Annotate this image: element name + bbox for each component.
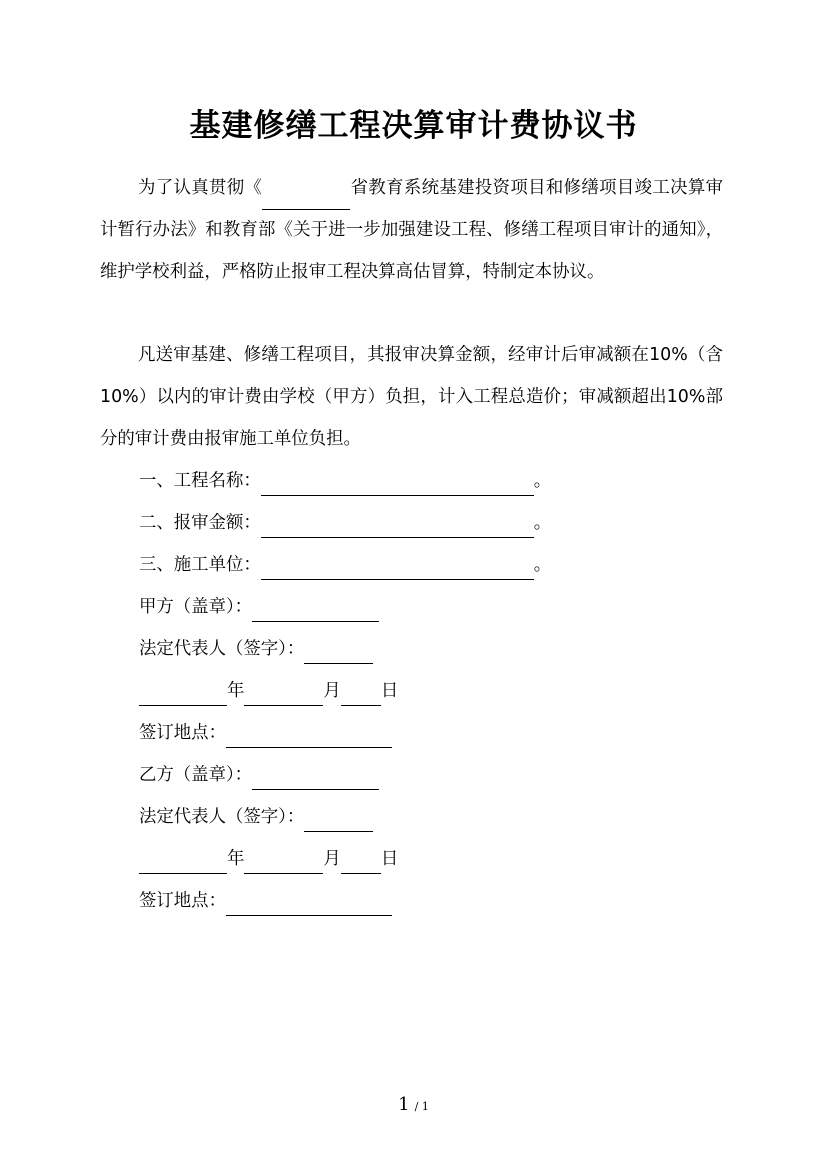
province-blank bbox=[262, 189, 350, 210]
party-a-day-blank bbox=[341, 683, 381, 706]
party-b-year-blank bbox=[139, 851, 227, 874]
field-end-mark: 。 bbox=[533, 555, 552, 575]
page-number bbox=[0, 1094, 827, 1115]
paragraph-1-prefix: 为了认真贯彻《 bbox=[138, 178, 263, 198]
field-construction-unit bbox=[139, 550, 551, 580]
paragraph-2: 凡送审基建、修缮工程项目，其报审决算金额，经审计后审减额在10%（含10%）以内的审计费由学校（甲方）负担，计入工程总造价；审减额超出10%部分的审计费由报审施工单位负担。 bbox=[100, 345, 723, 449]
party-b-month-label: 月 bbox=[323, 849, 341, 869]
page-number-current: 1 bbox=[398, 1094, 410, 1115]
party-a-place-blank bbox=[226, 725, 392, 748]
field-end-mark: 。 bbox=[533, 471, 552, 491]
party-b-legal-rep-label: 法定代表人（签字）： bbox=[139, 807, 305, 827]
party-b-month-blank bbox=[244, 851, 323, 874]
party-b-place-blank bbox=[226, 893, 392, 916]
party-a-seal bbox=[139, 592, 379, 622]
party-a-seal-blank bbox=[252, 599, 379, 622]
document-title: 基建修缮工程决算审计费协议书 bbox=[189, 108, 638, 144]
party-a-legal-rep bbox=[139, 634, 373, 664]
party-a-month-blank bbox=[244, 683, 323, 706]
party-b-legal-rep-blank bbox=[304, 809, 373, 832]
party-a-day-label: 日 bbox=[380, 681, 399, 701]
project-name-blank bbox=[261, 473, 534, 496]
party-a-date bbox=[139, 676, 398, 706]
field-project-name-label: 一、工程名称： bbox=[139, 471, 261, 491]
field-report-amount-label: 二、报审金额： bbox=[139, 513, 261, 533]
party-a-seal-label: 甲方（盖章）： bbox=[139, 597, 253, 617]
construction-unit-blank bbox=[261, 557, 534, 580]
field-end-mark: 。 bbox=[533, 513, 552, 533]
party-b-day-label: 日 bbox=[380, 849, 399, 869]
field-construction-unit-label: 三、施工单位： bbox=[139, 555, 261, 575]
party-b-seal-blank bbox=[252, 767, 379, 790]
page-number-total: / 1 bbox=[414, 1100, 429, 1113]
paragraph-1-suffix: 省教育系统基建投资项目和修缮项目竣工决算审计暂行办法》和教育部《关于进一步加强建设工程、修缮工程项目审计的通知》，维护学校利益，严格防止报审工程决算高估冒算，特制定本协议。 bbox=[100, 178, 723, 282]
party-b-year-label: 年 bbox=[227, 849, 245, 869]
party-a-place bbox=[139, 718, 392, 748]
party-a-year-blank bbox=[139, 683, 227, 706]
party-b-seal bbox=[139, 760, 379, 790]
report-amount-blank bbox=[261, 515, 534, 538]
party-b-day-blank bbox=[341, 851, 381, 874]
party-a-year-label: 年 bbox=[227, 681, 245, 701]
party-a-legal-rep-blank bbox=[304, 641, 373, 664]
field-report-amount bbox=[139, 508, 551, 538]
party-b-place-label: 签订地点： bbox=[139, 891, 226, 911]
party-a-place-label: 签订地点： bbox=[139, 723, 226, 743]
party-a-legal-rep-label: 法定代表人（签字）： bbox=[139, 639, 305, 659]
paragraph-1 bbox=[100, 168, 723, 293]
party-a-month-label: 月 bbox=[323, 681, 341, 701]
party-b-seal-label: 乙方（盖章）： bbox=[139, 765, 253, 785]
field-project-name bbox=[139, 466, 551, 496]
party-b-place bbox=[139, 886, 392, 916]
party-b-legal-rep bbox=[139, 802, 373, 832]
party-b-date bbox=[139, 844, 398, 874]
